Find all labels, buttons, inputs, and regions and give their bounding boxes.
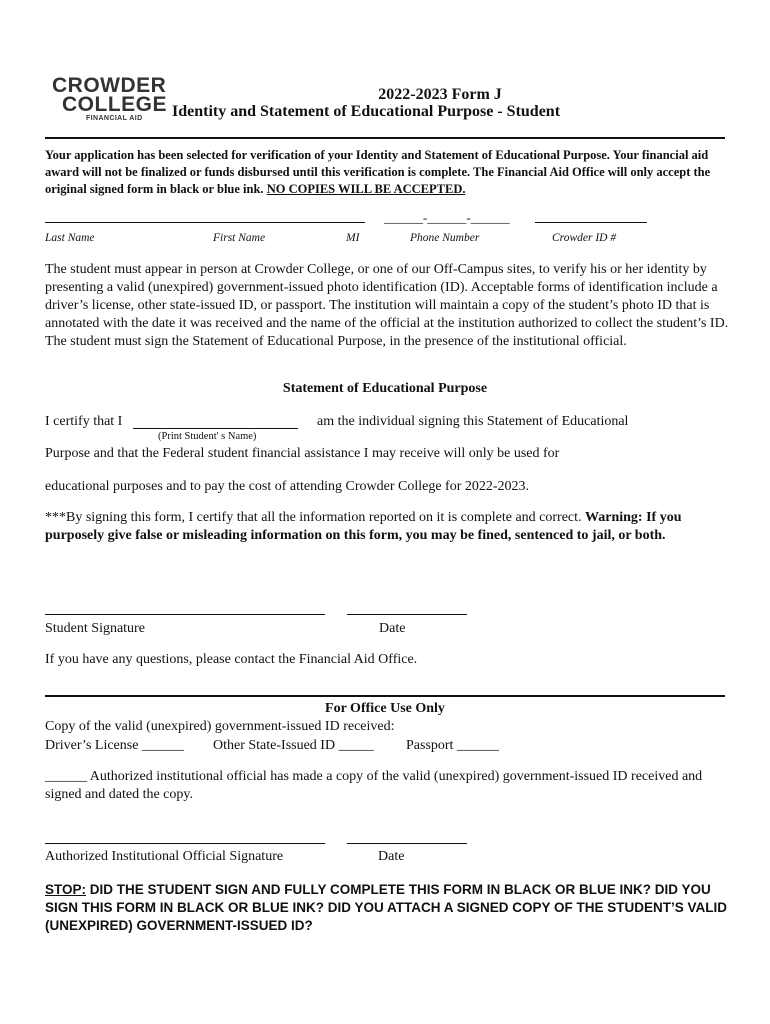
- authorized-copy-text: ______ Authorized institutional official has made a copy of the valid (unexpired) government-issued ID received and signed and dated the copy.: [45, 769, 703, 802]
- official-signature-label: Authorized Institutional Official Signature: [45, 849, 284, 864]
- logo-line1: CROWDER: [52, 74, 167, 97]
- first-name-label: First Name: [213, 232, 266, 244]
- certification-warning: [45, 509, 731, 545]
- student-signature-label: Student Signature: [45, 621, 145, 636]
- verification-notice: [45, 147, 735, 198]
- id-requirement-paragraph: The student must appear in person at Crowder College, or one of our Off-Campus sites, to verify his or her identity by presenting a valid (unexpired) government-issued photo identification (ID). Acceptable forms of identification include a driver’s license, other state-issued ID, or passport. The institution will maintain a copy of the student’s photo ID that is annotated with the date it was received and the name of the official at the institution authorized to collect the student’s ID. The student must sign the Statement of Educational Purpose, in the presence of the institutional official.: [45, 262, 729, 349]
- last-name-label: Last Name: [45, 232, 95, 244]
- print-name-line[interactable]: [133, 428, 298, 429]
- form-title: Identity and Statement of Educational Purpose - Student: [172, 103, 561, 120]
- statement-heading: Statement of Educational Purpose: [282, 381, 488, 396]
- mi-label: MI: [346, 232, 360, 244]
- phone-number-label: Phone Number: [410, 232, 480, 244]
- questions-text: If you have any questions, please contact the Financial Aid Office.: [45, 652, 418, 667]
- student-signature-line[interactable]: [45, 614, 325, 615]
- logo-line2: COLLEGE: [62, 93, 168, 116]
- print-name-label: (Print Student' s Name): [158, 431, 257, 442]
- passport-check[interactable]: Passport ______: [406, 738, 499, 753]
- name-field-line[interactable]: [45, 222, 365, 223]
- purpose-line-2: educational purposes and to pay the cost of attending Crowder College for 2022-2023.: [45, 479, 530, 494]
- stop-label: STOP:: [45, 882, 87, 897]
- official-date-label: Date: [378, 849, 405, 864]
- phone-field-line[interactable]: ______-______-______: [384, 210, 510, 225]
- crowder-id-field-line[interactable]: [535, 222, 647, 223]
- student-date-line[interactable]: [347, 614, 467, 615]
- logo-line3: FINANCIAL AID: [86, 115, 143, 122]
- official-date-line[interactable]: [347, 843, 467, 844]
- crowder-id-label: Crowder ID #: [552, 232, 617, 244]
- header-divider: [45, 137, 725, 139]
- student-date-label: Date: [379, 621, 406, 636]
- notice-text: Your application has been selected for verification of your Identity and Statement of Educational Purpose. Your financial aid award will not be finalized or funds disbursed until this verification is complete. The Financial Aid Office will only accept the original signed form in black or blue ink.: [45, 148, 711, 196]
- stop-checklist: [45, 881, 735, 935]
- other-state-id-check[interactable]: Other State-Issued ID _____: [213, 738, 374, 753]
- stop-text: DID THE STUDENT SIGN AND FULLY COMPLETE THIS FORM IN BLACK OR BLUE INK? DID YOU SIGN THIS FORM IN BLACK OR BLUE INK? DID YOU ATTACH A SIGNED COPY OF THE STUDENT’S VALID (UNEXPIRED) GOVERNMENT-ISSUED ID?: [45, 882, 728, 933]
- office-use-heading: For Office Use Only: [325, 701, 445, 716]
- purpose-line: Purpose and that the Federal student financial assistance I may receive will only be used for: [45, 446, 560, 461]
- copy-received-text: Copy of the valid (unexpired) government-issued ID received:: [45, 719, 395, 734]
- official-signature-line[interactable]: [45, 843, 325, 844]
- certify-prefix: I certify that I: [45, 414, 123, 429]
- office-divider: [45, 695, 725, 697]
- drivers-license-check[interactable]: Driver’s License ______: [45, 738, 184, 753]
- form-title-year: 2022-2023 Form J: [378, 86, 502, 103]
- no-copies-notice: NO COPIES WILL BE ACCEPTED.: [266, 182, 466, 196]
- warning-text: Warning: If you purposely give false or misleading information on this form, you may be fined, sentenced to jail, or both.: [45, 510, 682, 543]
- certify-suffix: am the individual signing this Statement of Educational: [317, 414, 629, 429]
- certify-all-text: ***By signing this form, I certify that all the information reported on it is complete and correct.: [45, 510, 586, 525]
